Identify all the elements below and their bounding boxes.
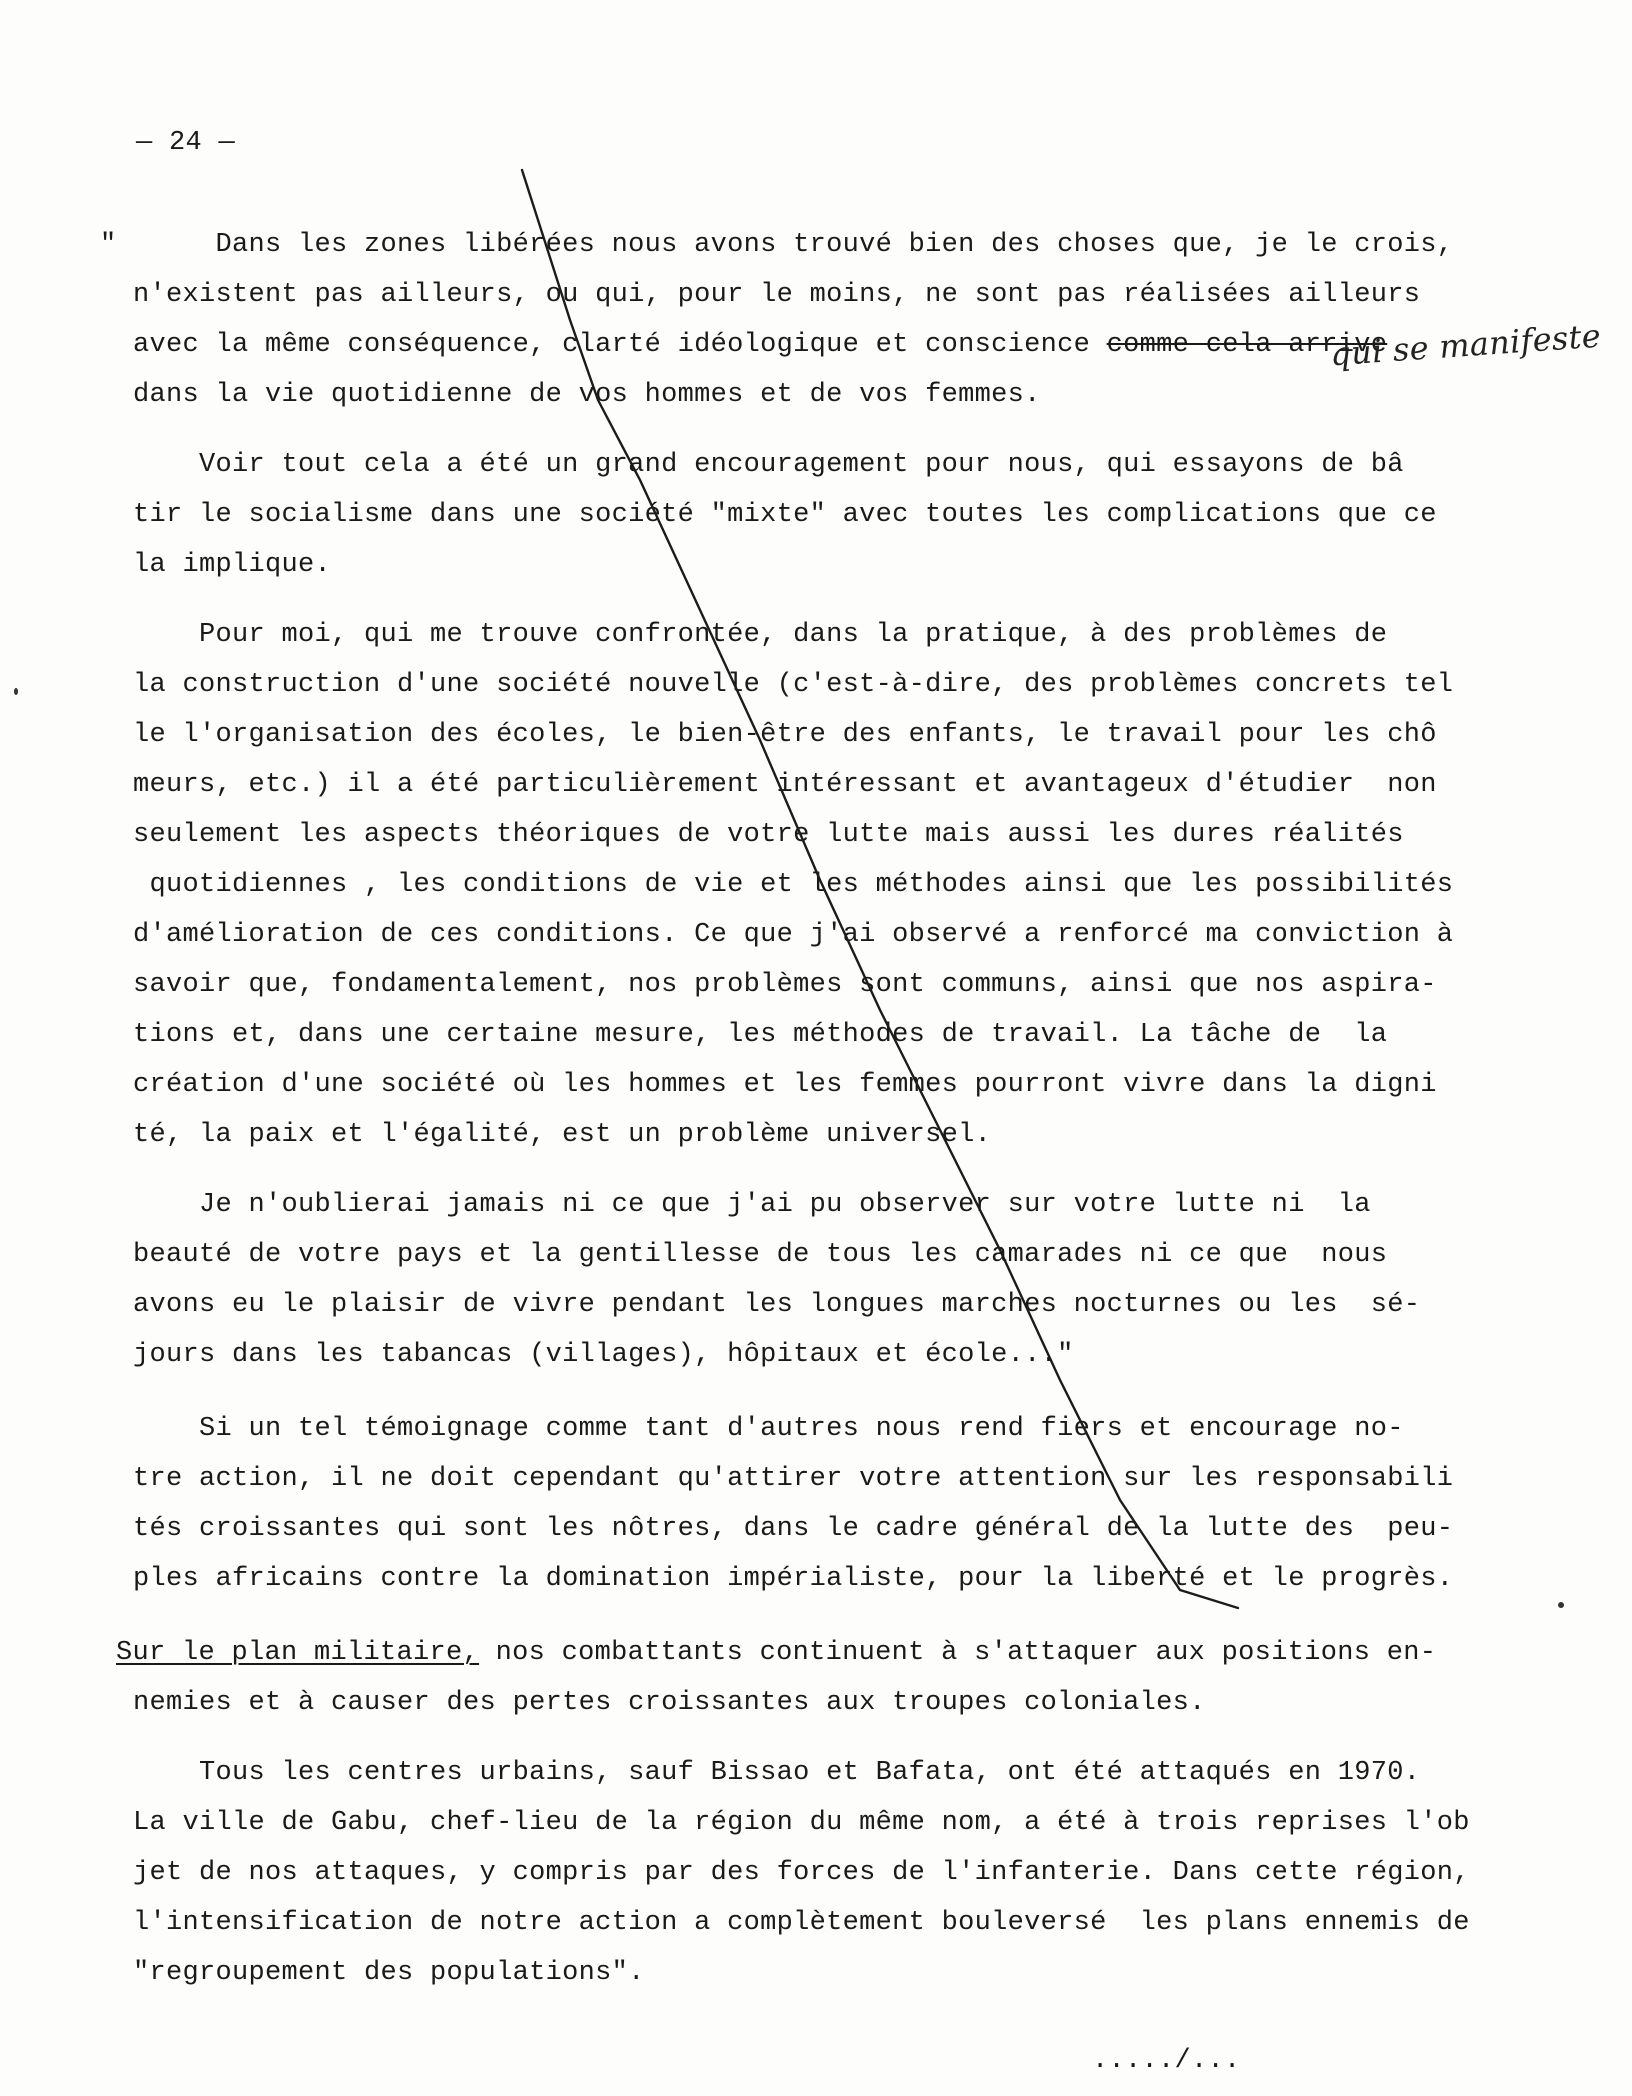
handwritten-insert: qui se manifeste: [1329, 316, 1603, 374]
text-line: tions et, dans une certaine mesure, les méthodes de travail. La tâche de la: [100, 1020, 1388, 1050]
text-line: ples africains contre la domination impérialiste, pour la liberté et le progrès.: [100, 1564, 1454, 1594]
text-line: meurs, etc.) il a été particulièrement intéressant et avantageux d'étudier non: [100, 770, 1437, 800]
page-number: — 24 —: [136, 128, 236, 158]
text-line: savoir que, fondamentalement, nos problèmes sont communs, ainsi que nos aspira-: [100, 970, 1437, 1000]
text-line: avons eu le plaisir de vivre pendant les longues marches nocturnes ou les sé-: [100, 1290, 1421, 1320]
text-line: nos combattants continuent à s'attaquer aux positions en-: [479, 1638, 1437, 1668]
text-line: jet de nos attaques, y compris par des forces de l'infanterie. Dans cette région,: [100, 1858, 1470, 1888]
text-line: dans la vie quotidienne de vos hommes et de vos femmes.: [100, 380, 1041, 410]
text-line-with-correction: [100, 332, 1387, 359]
stray-mark: [14, 688, 18, 695]
continuation-mark: ...../...: [1092, 2046, 1241, 2076]
text-line: La ville de Gabu, chef-lieu de la région du même nom, a été à trois reprises l'ob: [100, 1808, 1470, 1838]
text-line: la construction d'une société nouvelle (c'est-à-dire, des problèmes concrets tel: [100, 670, 1454, 700]
text-line: le l'organisation des écoles, le bien-être des enfants, le travail pour les chô: [100, 720, 1437, 750]
text-line: avec la même conséquence, clarté idéologique et conscience: [100, 330, 1107, 360]
text-line: Si un tel témoignage comme tant d'autres nous rend fiers et encourage no-: [100, 1414, 1404, 1444]
text-line: n'existent pas ailleurs, ou qui, pour le moins, ne sont pas réalisées ailleurs: [100, 280, 1421, 310]
text-line: Voir tout cela a été un grand encouragement pour nous, qui essayons de bâ: [100, 450, 1404, 480]
text-line: nemies et à causer des pertes croissantes aux troupes coloniales.: [100, 1688, 1206, 1718]
text-line: Je n'oublierai jamais ni ce que j'ai pu observer sur votre lutte ni la: [100, 1190, 1371, 1220]
text-line: création d'une société où les hommes et les femmes pourront vivre dans la digni: [100, 1070, 1437, 1100]
text-line: Pour moi, qui me trouve confrontée, dans la pratique, à des problèmes de: [100, 620, 1388, 650]
text-line: la implique.: [100, 550, 332, 580]
text-line: tés croissantes qui sont les nôtres, dans le cadre général de la lutte des peu-: [100, 1514, 1454, 1544]
text-line: té, la paix et l'égalité, est un problème universel.: [100, 1120, 992, 1150]
text-line: l'intensification de notre action a complètement bouleversé les plans ennemis de: [100, 1908, 1470, 1938]
text-line-with-heading: [116, 1640, 1436, 1667]
text-line: jours dans les tabancas (villages), hôpitaux et école...": [100, 1340, 1074, 1370]
text-line: d'amélioration de ces conditions. Ce que j'ai observé a renforcé ma conviction à: [100, 920, 1454, 950]
text-line: " Dans les zones libérées nous avons trouvé bien des choses que, je le crois,: [100, 230, 1454, 260]
text-line: "regroupement des populations".: [100, 1958, 645, 1988]
text-line: tre action, il ne doit cependant qu'attirer votre attention sur les responsabili: [100, 1464, 1454, 1494]
struck-text: comme cela arrive: [1106, 330, 1388, 360]
stray-mark: [1558, 1602, 1564, 1608]
text-line: quotidiennes , les conditions de vie et les méthodes ainsi que les possibilités: [100, 870, 1454, 900]
text-line: Tous les centres urbains, sauf Bissao et Bafata, ont été attaqués en 1970.: [100, 1758, 1421, 1788]
section-lead: Sur le plan militaire,: [116, 1638, 480, 1668]
text-line: beauté de votre pays et la gentillesse de tous les camarades ni ce que nous: [100, 1240, 1388, 1270]
text-line: seulement les aspects théoriques de votre lutte mais aussi les dures réalités: [100, 820, 1404, 850]
text-line: tir le socialisme dans une société "mixte" avec toutes les complications que ce: [100, 500, 1437, 530]
